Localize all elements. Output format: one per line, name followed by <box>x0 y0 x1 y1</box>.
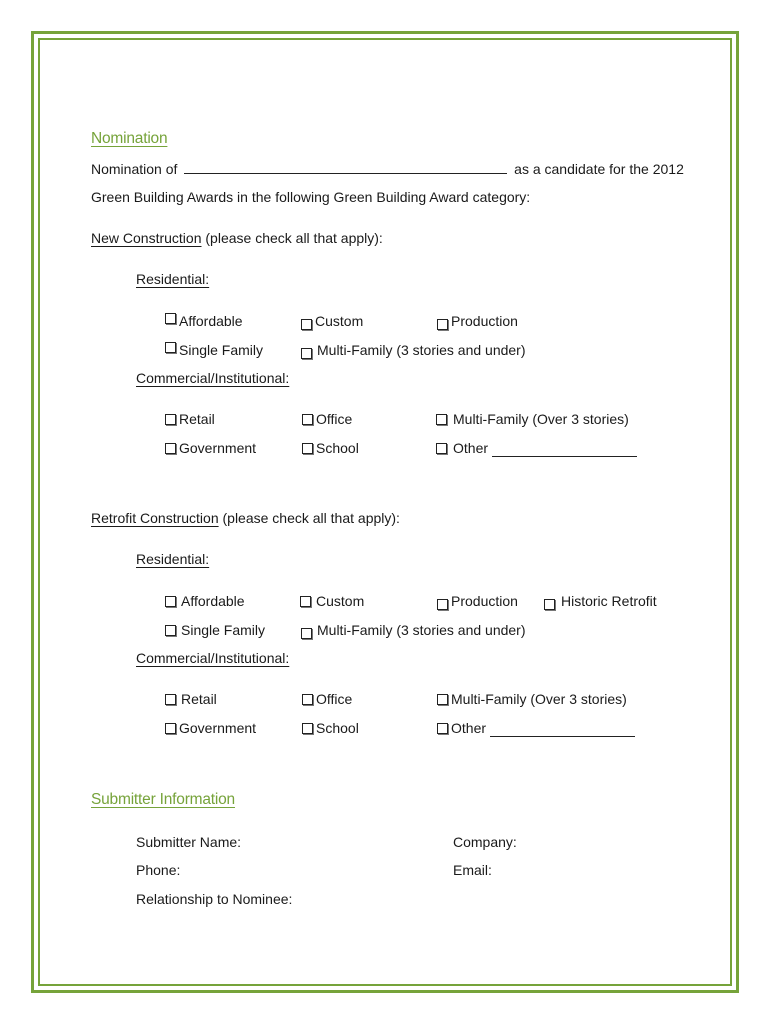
nomination-line-2: Green Building Awards in the following Green Building Award category: <box>91 189 531 205</box>
checkbox[interactable] <box>165 625 176 636</box>
option-label: Multi-Family (3 stories and under) <box>317 342 526 358</box>
option-label: Affordable <box>181 593 245 609</box>
retrofit-commercial-label: Commercial/Institutional: <box>136 650 290 666</box>
nominee-name-field[interactable] <box>184 160 507 174</box>
new-com-multi-family-option[interactable] <box>436 411 629 428</box>
option-label: Single Family <box>181 622 266 638</box>
phone-label: Phone: <box>136 862 181 878</box>
retro-res-production-option[interactable] <box>437 593 518 610</box>
option-label: Retail <box>181 691 217 707</box>
checkbox[interactable] <box>436 414 447 425</box>
retrofit-residential-label: Residential: <box>136 551 210 567</box>
retro-res-historic-option[interactable] <box>544 593 657 610</box>
new-res-production-option[interactable] <box>437 313 518 330</box>
new-res-affordable-option[interactable] <box>165 313 243 330</box>
option-label: Other <box>453 440 489 456</box>
option-label: Multi-Family (Over 3 stories) <box>451 691 627 707</box>
retro-res-multi-family-option[interactable] <box>301 622 526 639</box>
option-label: School <box>316 720 359 736</box>
option-label: Historic Retrofit <box>561 593 657 609</box>
option-label: Other <box>451 720 487 736</box>
nomination-line-1 <box>91 160 684 178</box>
email-label: Email: <box>453 862 492 878</box>
checkbox[interactable] <box>301 348 312 359</box>
retro-res-single-family-option[interactable] <box>165 622 265 639</box>
nomination-prefix: Nomination of <box>91 161 178 177</box>
checkbox[interactable] <box>165 313 176 324</box>
retro-com-retail-option[interactable] <box>165 691 217 708</box>
checkbox[interactable] <box>165 723 176 734</box>
option-label: Affordable <box>179 313 243 329</box>
option-label: Government <box>179 720 257 736</box>
checkbox[interactable] <box>301 319 312 330</box>
retro-res-affordable-option[interactable] <box>165 593 245 610</box>
retro-com-multi-family-option[interactable] <box>437 691 627 708</box>
option-label: Multi-Family (3 stories and under) <box>317 622 526 638</box>
checkbox[interactable] <box>302 723 313 734</box>
option-label: Retail <box>179 411 215 427</box>
checkbox[interactable] <box>544 599 555 610</box>
checkbox[interactable] <box>300 596 311 607</box>
option-label: Production <box>451 593 518 609</box>
retrofit-construction-title: Retrofit Construction <box>91 510 219 526</box>
checkbox[interactable] <box>437 319 448 330</box>
checkbox[interactable] <box>301 628 312 639</box>
checkbox[interactable] <box>437 694 448 705</box>
checkbox[interactable] <box>437 723 448 734</box>
new-com-school-option[interactable] <box>302 440 359 457</box>
checkbox[interactable] <box>165 443 176 454</box>
retro-com-office-option[interactable] <box>302 691 352 708</box>
nomination-heading: Nomination <box>91 130 168 147</box>
checkbox[interactable] <box>302 414 313 425</box>
checkbox[interactable] <box>165 342 176 353</box>
option-label: Production <box>451 313 518 329</box>
new-res-single-family-option[interactable] <box>165 342 263 359</box>
nomination-suffix: as a candidate for the 2012 <box>514 161 684 177</box>
retro-com-school-option[interactable] <box>302 720 359 737</box>
company-label: Company: <box>453 834 517 850</box>
new-construction-note: (please check all that apply): <box>205 230 383 246</box>
new-res-multi-family-option[interactable] <box>301 342 526 359</box>
new-com-other-option[interactable] <box>436 440 637 457</box>
option-label: Office <box>316 411 353 427</box>
submitter-name-label: Submitter Name: <box>136 834 242 850</box>
new-other-field[interactable] <box>492 443 637 457</box>
relationship-label: Relationship to Nominee: <box>136 891 293 907</box>
retrofit-construction-note: (please check all that apply): <box>222 510 400 526</box>
retro-res-custom-option[interactable] <box>300 593 364 610</box>
checkbox[interactable] <box>437 599 448 610</box>
new-com-government-option[interactable] <box>165 440 256 457</box>
new-construction-heading <box>91 230 383 247</box>
new-com-office-option[interactable] <box>302 411 352 428</box>
retro-com-other-option[interactable] <box>437 720 635 737</box>
option-label: Office <box>316 691 353 707</box>
option-label: School <box>316 440 359 456</box>
checkbox[interactable] <box>436 443 447 454</box>
new-construction-title: New Construction <box>91 230 202 246</box>
checkbox[interactable] <box>165 414 176 425</box>
option-label: Custom <box>315 313 364 329</box>
retrofit-construction-heading <box>91 510 400 527</box>
new-com-retail-option[interactable] <box>165 411 215 428</box>
new-commercial-label: Commercial/Institutional: <box>136 370 290 386</box>
new-residential-label: Residential: <box>136 271 210 287</box>
option-label: Custom <box>316 593 365 609</box>
retro-com-government-option[interactable] <box>165 720 256 737</box>
checkbox[interactable] <box>302 443 313 454</box>
option-label: Government <box>179 440 257 456</box>
checkbox[interactable] <box>165 694 176 705</box>
new-res-custom-option[interactable] <box>301 313 363 330</box>
checkbox[interactable] <box>165 596 176 607</box>
option-label: Multi-Family (Over 3 stories) <box>453 411 629 427</box>
submitter-heading: Submitter Information <box>91 791 235 808</box>
option-label: Single Family <box>179 342 264 358</box>
retro-other-field[interactable] <box>490 723 635 737</box>
checkbox[interactable] <box>302 694 313 705</box>
